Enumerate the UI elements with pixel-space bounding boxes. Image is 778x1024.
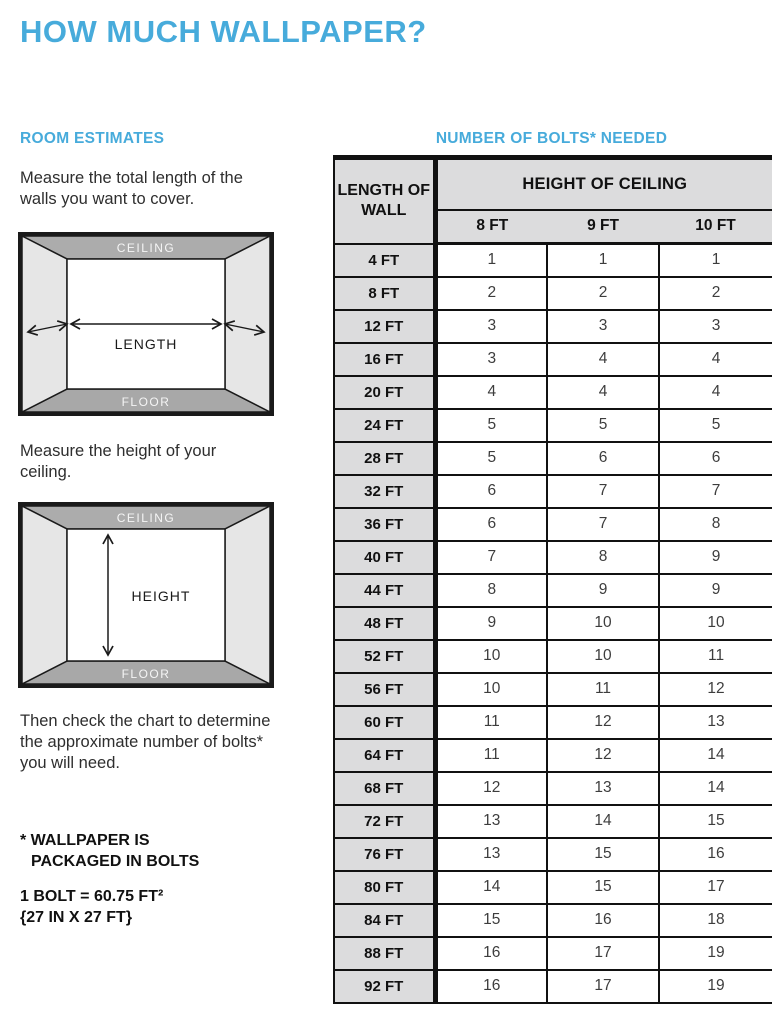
bolts-8ft-cell: 5 [435, 409, 547, 442]
table-header-row [334, 158, 772, 210]
bolts-10ft-cell: 2 [659, 277, 772, 310]
left-wall-panel [22, 236, 67, 412]
bolts-8ft-cell: 11 [435, 739, 547, 772]
check-chart-text: Then check the chart to determine the approximate number of bolts* you will need. [20, 712, 271, 772]
wallpaper-packaged-footnote [20, 831, 199, 873]
bolts-8ft-cell: 13 [435, 805, 547, 838]
bolts-9ft-cell: 7 [547, 508, 659, 541]
wall-length-cell: 52 FT [334, 640, 435, 673]
bolts-8ft-cell: 11 [435, 706, 547, 739]
table-row [334, 607, 772, 640]
bolts-10ft-cell: 6 [659, 442, 772, 475]
table-row [334, 904, 772, 937]
wall-length-cell: 32 FT [334, 475, 435, 508]
wall-length-cell: 80 FT [334, 871, 435, 904]
bolts-8ft-cell: 6 [435, 475, 547, 508]
bolts-10ft-cell: 7 [659, 475, 772, 508]
room-height-diagram [18, 502, 274, 688]
bolt-size-line1: 1 BOLT = 60.75 FT² [20, 888, 164, 905]
floor-label: FLOOR [121, 667, 171, 681]
right-wall-panel [225, 506, 270, 684]
bolts-9ft-cell: 4 [547, 343, 659, 376]
bolts-9ft-cell: 6 [547, 442, 659, 475]
table-row [334, 871, 772, 904]
wall-length-cell: 44 FT [334, 574, 435, 607]
height-measure-label: HEIGHT [131, 588, 191, 604]
table-row [334, 376, 772, 409]
table-row [334, 805, 772, 838]
bolts-8ft-cell: 13 [435, 838, 547, 871]
bolts-9ft-cell: 15 [547, 838, 659, 871]
table-row [334, 739, 772, 772]
wall-length-cell: 92 FT [334, 970, 435, 1003]
bolts-9ft-cell: 7 [547, 475, 659, 508]
bolts-9ft-cell: 16 [547, 904, 659, 937]
bolts-10ft-cell: 17 [659, 871, 772, 904]
bolts-10ft-cell: 14 [659, 772, 772, 805]
table-row [334, 277, 772, 310]
bolts-9ft-cell: 11 [547, 673, 659, 706]
bolts-9ft-cell: 13 [547, 772, 659, 805]
bolts-9ft-cell: 3 [547, 310, 659, 343]
room-estimates-heading: ROOM ESTIMATES [20, 130, 165, 147]
wall-length-cell: 72 FT [334, 805, 435, 838]
table-row [334, 442, 772, 475]
bolts-9ft-cell: 12 [547, 706, 659, 739]
right-wall-panel [225, 236, 270, 412]
bolts-8ft-cell: 16 [435, 937, 547, 970]
ceiling-10ft-header: 10 FT [659, 210, 772, 244]
table-row [334, 343, 772, 376]
bolts-table-container [333, 155, 772, 1004]
wall-length-cell: 88 FT [334, 937, 435, 970]
bolts-9ft-cell: 1 [547, 244, 659, 277]
table-row [334, 541, 772, 574]
bolts-8ft-cell: 10 [435, 640, 547, 673]
room-length-diagram [18, 232, 274, 416]
height-of-ceiling-header: HEIGHT OF CEILING [435, 158, 772, 210]
bolts-9ft-cell: 5 [547, 409, 659, 442]
wall-length-cell: 48 FT [334, 607, 435, 640]
bolts-8ft-cell: 10 [435, 673, 547, 706]
table-row [334, 673, 772, 706]
bolts-10ft-cell: 19 [659, 970, 772, 1003]
wall-length-cell: 24 FT [334, 409, 435, 442]
bolts-10ft-cell: 10 [659, 607, 772, 640]
bolts-9ft-cell: 17 [547, 970, 659, 1003]
wall-length-cell: 16 FT [334, 343, 435, 376]
bolts-9ft-cell: 2 [547, 277, 659, 310]
bolts-10ft-cell: 5 [659, 409, 772, 442]
wall-length-cell: 4 FT [334, 244, 435, 277]
wall-length-cell: 12 FT [334, 310, 435, 343]
footnote-line1: * WALLPAPER IS [20, 832, 150, 849]
bolts-10ft-cell: 15 [659, 805, 772, 838]
measure-height-text: Measure the height of your ceiling. [20, 442, 217, 481]
length-of-wall-header: LENGTH OF WALL [334, 158, 435, 244]
bolts-8ft-cell: 5 [435, 442, 547, 475]
bolts-8ft-cell: 9 [435, 607, 547, 640]
table-row [334, 310, 772, 343]
table-row [334, 640, 772, 673]
bolts-8ft-cell: 1 [435, 244, 547, 277]
wall-length-cell: 68 FT [334, 772, 435, 805]
bolts-table [333, 155, 772, 1004]
table-row [334, 970, 772, 1003]
bolt-size-line2: {27 IN X 27 FT} [20, 908, 133, 926]
bolts-10ft-cell: 8 [659, 508, 772, 541]
wall-length-cell: 20 FT [334, 376, 435, 409]
wall-length-cell: 56 FT [334, 673, 435, 706]
bolts-9ft-cell: 10 [547, 607, 659, 640]
bolts-10ft-cell: 4 [659, 343, 772, 376]
bolts-8ft-cell: 3 [435, 343, 547, 376]
measure-length-text: Measure the total length of the walls you want to cover. [20, 169, 243, 208]
bolts-8ft-cell: 6 [435, 508, 547, 541]
bolts-10ft-cell: 4 [659, 376, 772, 409]
bolts-9ft-cell: 9 [547, 574, 659, 607]
table-row [334, 409, 772, 442]
bolts-10ft-cell: 13 [659, 706, 772, 739]
table-row [334, 838, 772, 871]
bolts-10ft-cell: 9 [659, 574, 772, 607]
left-wall-panel [22, 506, 67, 684]
wall-length-cell: 40 FT [334, 541, 435, 574]
table-row [334, 574, 772, 607]
table-row [334, 772, 772, 805]
bolts-10ft-cell: 14 [659, 739, 772, 772]
bolts-9ft-cell: 14 [547, 805, 659, 838]
bolts-10ft-cell: 3 [659, 310, 772, 343]
bolts-8ft-cell: 14 [435, 871, 547, 904]
table-row [334, 937, 772, 970]
length-measure-label: LENGTH [114, 336, 178, 352]
wall-length-cell: 76 FT [334, 838, 435, 871]
bolts-8ft-cell: 2 [435, 277, 547, 310]
ceiling-label: CEILING [116, 511, 176, 525]
wall-length-cell: 8 FT [334, 277, 435, 310]
table-row [334, 706, 772, 739]
wall-length-cell: 84 FT [334, 904, 435, 937]
bolts-10ft-cell: 11 [659, 640, 772, 673]
bolts-9ft-cell: 4 [547, 376, 659, 409]
wall-length-cell: 28 FT [334, 442, 435, 475]
ceiling-8ft-header: 8 FT [435, 210, 547, 244]
bolts-8ft-cell: 7 [435, 541, 547, 574]
bolts-10ft-cell: 1 [659, 244, 772, 277]
wall-length-cell: 36 FT [334, 508, 435, 541]
bolt-size-note [20, 887, 163, 929]
bolts-9ft-cell: 8 [547, 541, 659, 574]
floor-label: FLOOR [121, 395, 171, 409]
table-row [334, 508, 772, 541]
bolts-10ft-cell: 16 [659, 838, 772, 871]
table-row [334, 475, 772, 508]
bolts-needed-heading: NUMBER OF BOLTS* NEEDED [435, 130, 668, 147]
bolts-9ft-cell: 17 [547, 937, 659, 970]
bolts-8ft-cell: 8 [435, 574, 547, 607]
bolts-10ft-cell: 9 [659, 541, 772, 574]
bolts-9ft-cell: 15 [547, 871, 659, 904]
bolts-10ft-cell: 19 [659, 937, 772, 970]
bolts-9ft-cell: 10 [547, 640, 659, 673]
wall-length-cell: 60 FT [334, 706, 435, 739]
page-title: HOW MUCH WALLPAPER? [20, 14, 427, 49]
bolts-10ft-cell: 18 [659, 904, 772, 937]
bolts-10ft-cell: 12 [659, 673, 772, 706]
bolts-8ft-cell: 15 [435, 904, 547, 937]
bolts-8ft-cell: 4 [435, 376, 547, 409]
bolts-8ft-cell: 3 [435, 310, 547, 343]
ceiling-9ft-header: 9 FT [547, 210, 659, 244]
table-row [334, 244, 772, 277]
bolts-8ft-cell: 16 [435, 970, 547, 1003]
wall-length-cell: 64 FT [334, 739, 435, 772]
bolts-9ft-cell: 12 [547, 739, 659, 772]
ceiling-label: CEILING [116, 241, 176, 255]
footnote-line2: PACKAGED IN BOLTS [31, 852, 200, 870]
bolts-8ft-cell: 12 [435, 772, 547, 805]
